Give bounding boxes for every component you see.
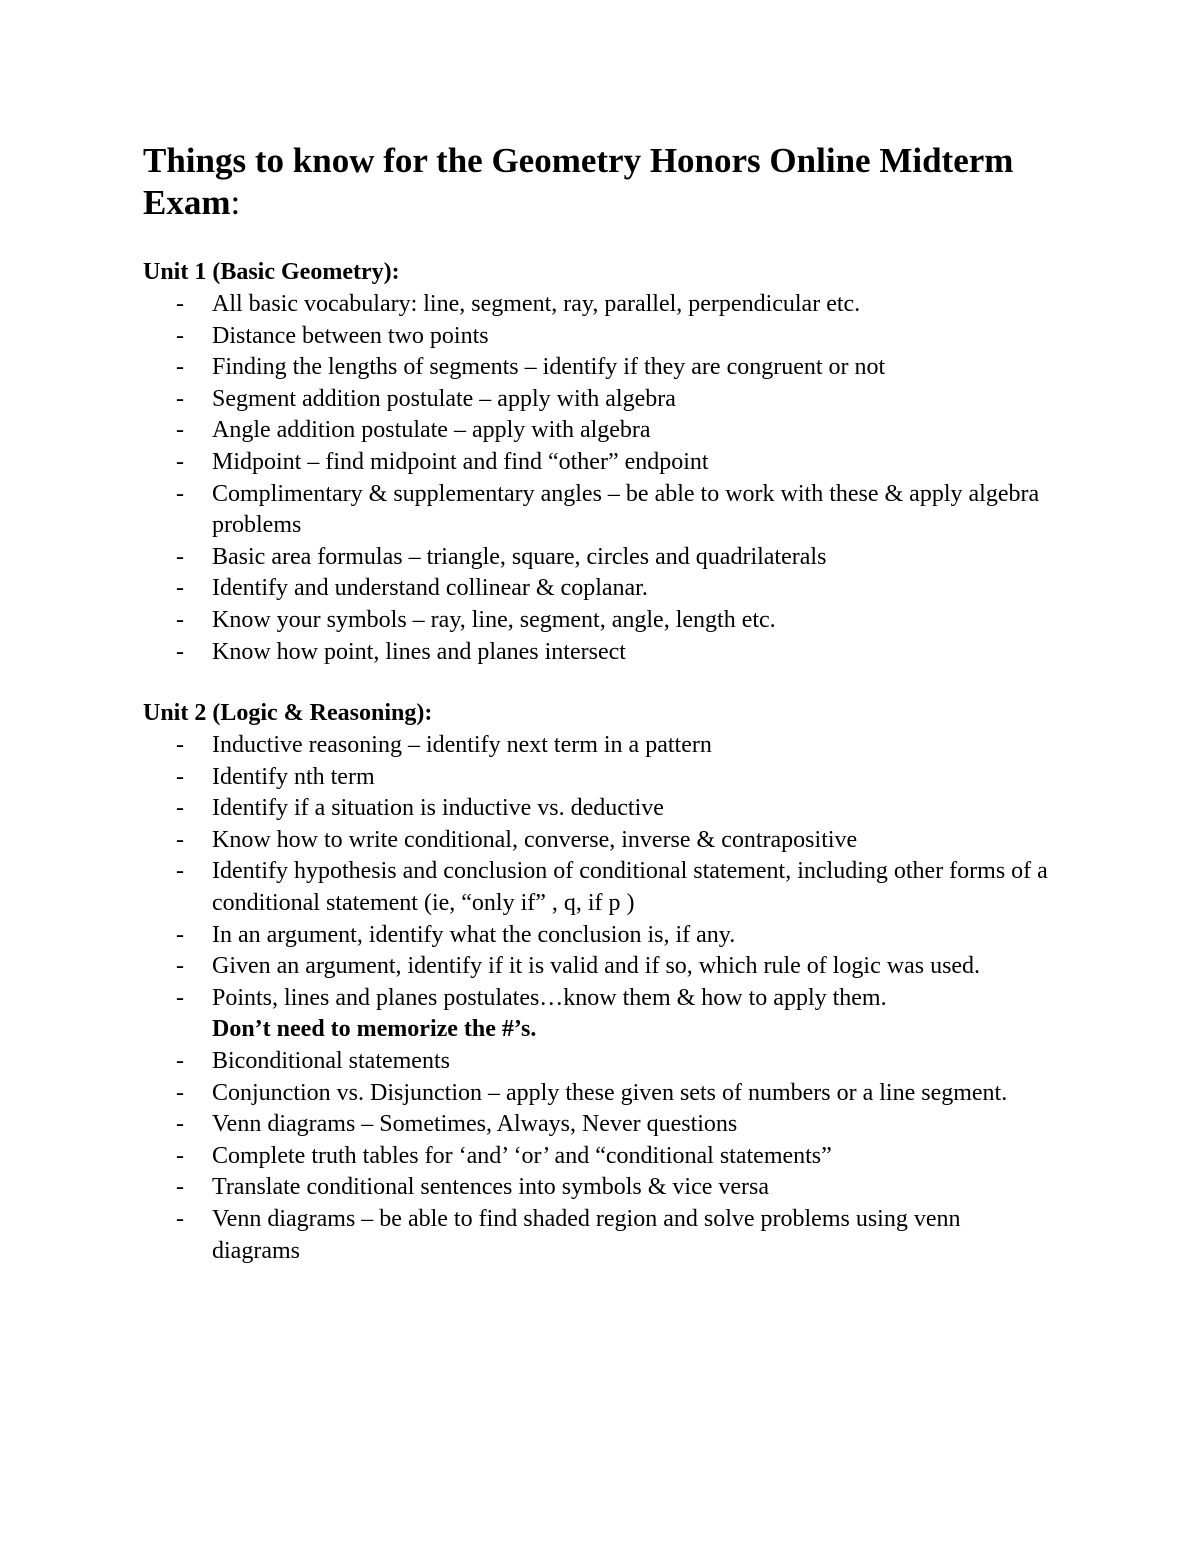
list-item	[143, 321, 1053, 353]
list-bullet: -	[176, 1174, 184, 1201]
list-bullet: -	[176, 480, 184, 507]
list-item-text: Points, lines and planes postulates…know them & how to apply them.	[212, 984, 887, 1011]
list-bullet: -	[176, 575, 184, 602]
list-bullet: -	[176, 1079, 184, 1106]
list-bullet: -	[176, 543, 184, 570]
list-item	[143, 384, 1053, 416]
list-item	[143, 951, 1053, 983]
list-item	[143, 920, 1053, 952]
list-item-text: Inductive reasoning – identify next term in a pattern	[212, 732, 712, 758]
document-title	[143, 140, 1063, 224]
list-item	[143, 479, 1053, 542]
list-item	[143, 1109, 1053, 1141]
list-bullet: -	[176, 1205, 184, 1232]
unit2-list	[143, 730, 1053, 1267]
list-item	[143, 573, 1053, 605]
list-item	[143, 637, 1053, 669]
list-item-text: Know how to write conditional, converse, inverse & contrapositive	[212, 826, 858, 853]
list-item	[143, 542, 1053, 574]
list-item-text: Angle addition postulate – apply with algebra	[212, 417, 651, 444]
list-item-text: Venn diagrams – be able to find shaded region and solve problems using venn diagrams	[212, 1205, 961, 1264]
list-item	[143, 447, 1053, 479]
list-item-text: Know your symbols – ray, line, segment, angle, length etc.	[212, 606, 776, 633]
list-item	[143, 415, 1053, 447]
list-item	[143, 289, 1053, 321]
document-title-colon: :	[230, 183, 241, 222]
list-item-text: Basic area formulas – triangle, square, circles and quadrilaterals	[212, 543, 827, 570]
list-bullet: -	[176, 354, 184, 381]
list-item-text: Venn diagrams – Sometimes, Always, Never questions	[212, 1111, 738, 1138]
list-bullet: -	[176, 322, 184, 349]
list-item-text: Translate conditional sentences into symbols & vice versa	[212, 1174, 770, 1201]
list-item	[143, 825, 1053, 857]
list-item-text: Complete truth tables for ‘and’ ‘or’ and “conditional statements”	[212, 1142, 832, 1169]
unit1-list	[143, 289, 1053, 668]
list-item-text: Given an argument, identify if it is valid and if so, which rule of logic was used.	[212, 953, 981, 980]
list-bullet: -	[176, 953, 184, 980]
list-bullet: -	[176, 826, 184, 853]
list-item-text: Finding the lengths of segments – identify if they are congruent or not	[212, 354, 886, 381]
list-item-text: Identify and understand collinear & coplanar.	[212, 575, 648, 602]
list-item	[143, 1078, 1053, 1110]
list-bullet: -	[176, 763, 184, 790]
list-item	[143, 793, 1053, 825]
list-item	[143, 1172, 1053, 1204]
list-item-text: Distance between two points	[212, 322, 489, 349]
list-item-text: Segment addition postulate – apply with algebra	[212, 385, 676, 412]
list-item-text: Identify nth term	[212, 763, 375, 790]
list-bullet: -	[176, 732, 184, 758]
list-item-text: Identify hypothesis and conclusion of conditional statement, including other forms of a conditional statement (ie, “only if” , q, if p )	[212, 858, 1048, 916]
list-item-text: Complimentary & supplementary angles – be able to work with these & apply algebra problems	[212, 480, 1040, 539]
list-bullet: -	[176, 291, 184, 317]
list-bullet: -	[176, 1047, 184, 1074]
list-bullet: -	[176, 984, 184, 1011]
list-item-text: Conjunction vs. Disjunction – apply these given sets of numbers or a line segment.	[212, 1079, 1008, 1106]
list-bullet: -	[176, 606, 184, 633]
list-item	[143, 983, 1053, 1046]
list-item	[143, 856, 1053, 919]
list-bullet: -	[176, 921, 184, 948]
list-item-text: Biconditional statements	[212, 1047, 450, 1074]
list-item	[143, 730, 1053, 762]
list-bullet: -	[176, 795, 184, 822]
document-title-text: Things to know for the Geometry Honors Online Midterm Exam	[143, 141, 1014, 222]
list-bullet: -	[176, 1111, 184, 1138]
list-item-text: Midpoint – find midpoint and find “other” endpoint	[212, 448, 709, 475]
list-item	[143, 1141, 1053, 1173]
list-bullet: -	[176, 417, 184, 444]
list-item	[143, 352, 1053, 384]
unit2-heading: Unit 2 (Logic & Reasoning):	[143, 700, 433, 726]
list-bullet: -	[176, 638, 184, 665]
list-bullet: -	[176, 1142, 184, 1169]
list-item-note: Don’t need to memorize the #’s.	[212, 1016, 537, 1043]
list-item	[143, 1204, 1053, 1267]
list-item-text: Know how point, lines and planes intersect	[212, 638, 626, 665]
unit1-heading: Unit 1 (Basic Geometry):	[143, 259, 400, 285]
list-item-text: In an argument, identify what the conclusion is, if any.	[212, 921, 736, 948]
list-bullet: -	[176, 385, 184, 412]
list-bullet: -	[176, 858, 184, 885]
list-item	[143, 762, 1053, 794]
list-item	[143, 1046, 1053, 1078]
list-bullet: -	[176, 448, 184, 475]
list-item-text: Identify if a situation is inductive vs. deductive	[212, 795, 664, 822]
list-item	[143, 605, 1053, 637]
list-item-text: All basic vocabulary: line, segment, ray, parallel, perpendicular etc.	[212, 291, 861, 317]
